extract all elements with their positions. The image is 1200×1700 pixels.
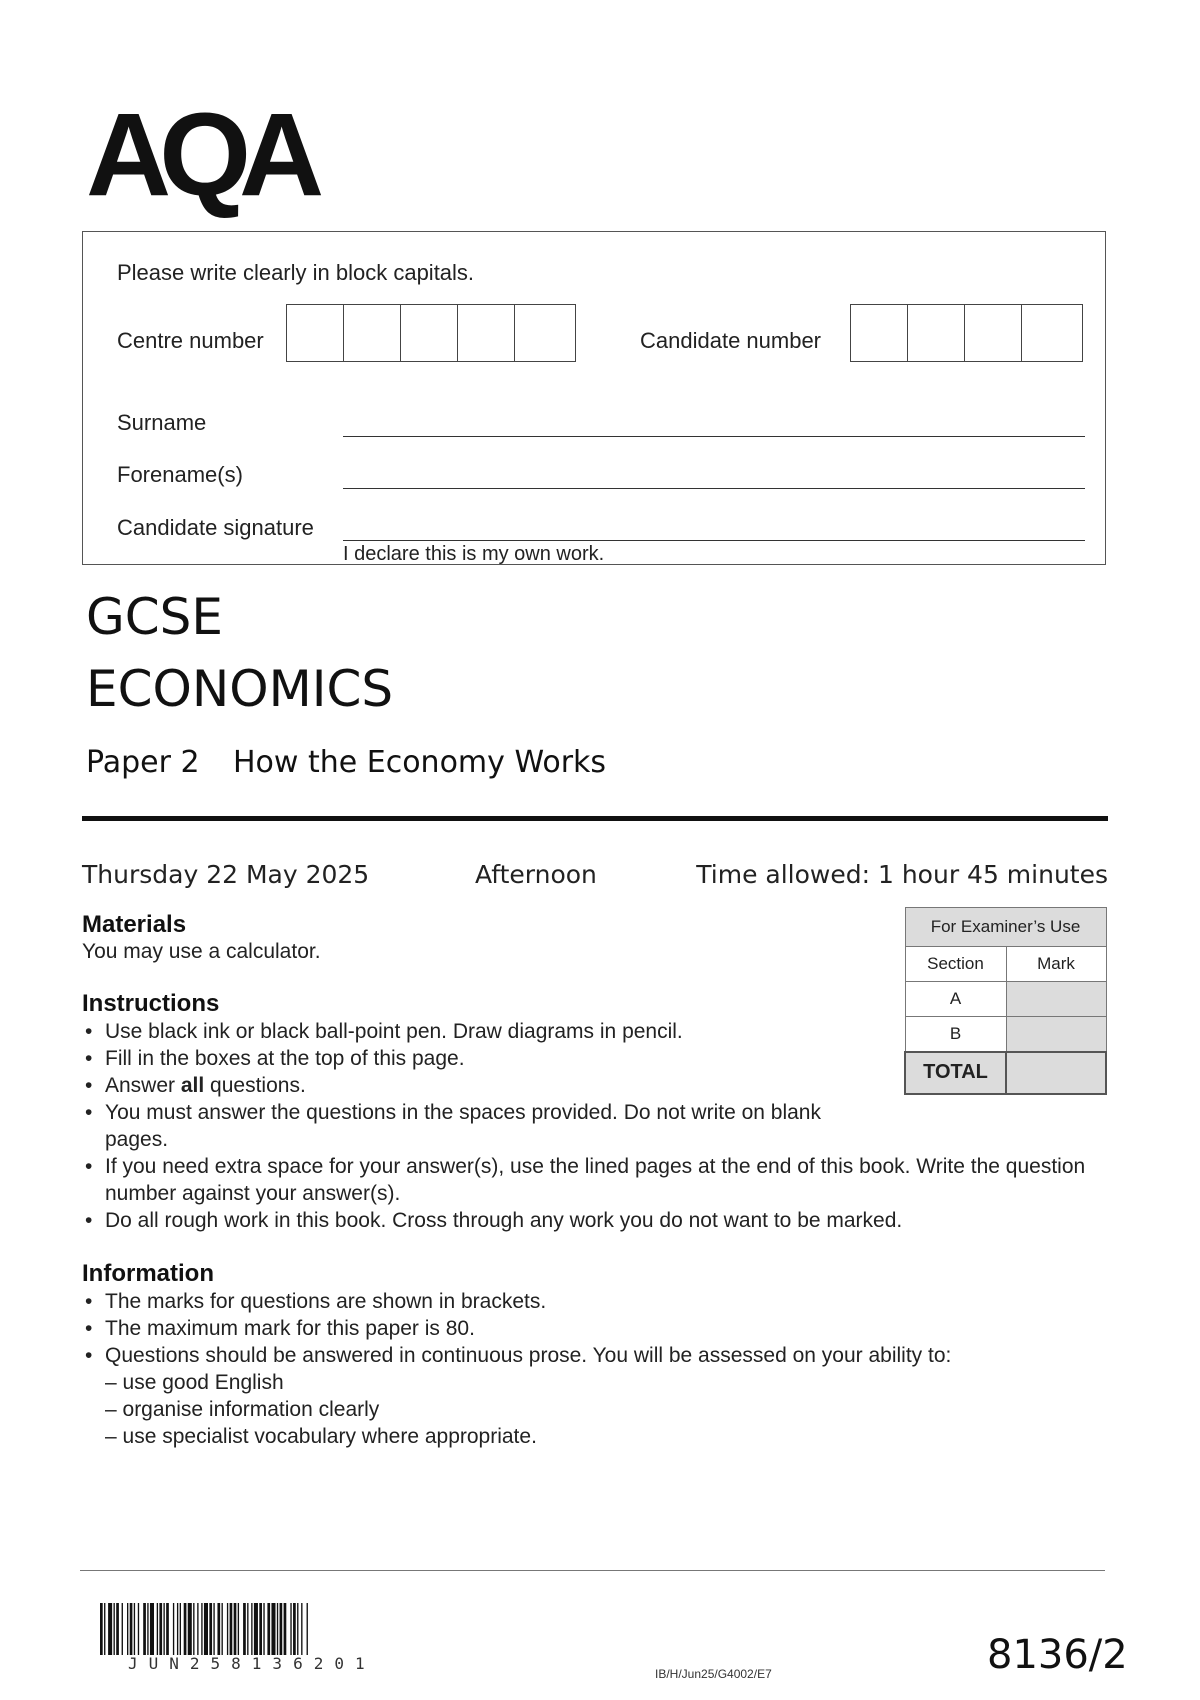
barcode-bar (277, 1603, 278, 1655)
surname-label: Surname (117, 410, 207, 435)
forenames-field[interactable] (343, 488, 1085, 489)
barcode-bar (217, 1603, 220, 1655)
subject-title: ECONOMICS (86, 660, 394, 718)
barcode-bar (234, 1603, 237, 1655)
section-a-label: A (905, 982, 1006, 1017)
section-a-mark-cell (1006, 982, 1106, 1017)
paper-title: How the Economy Works (233, 745, 607, 780)
section-b-label: B (905, 1017, 1006, 1052)
barcode-bar (204, 1603, 208, 1655)
barcode-bar (280, 1603, 283, 1655)
section-column-header: Section (905, 947, 1006, 982)
forenames-label: Forename(s) (117, 462, 243, 487)
barcode-bar (157, 1603, 158, 1655)
mark-column-header: Mark (1006, 947, 1106, 982)
exam-session: Afternoon (475, 860, 597, 889)
barcode-bar (197, 1603, 198, 1655)
instruction-item: • Use black ink or black ball-point pen. Draw diagrams in pencil. (82, 1018, 1092, 1045)
barcode-bar (159, 1603, 162, 1655)
centre-number-digit-box[interactable] (458, 305, 515, 361)
instruction-answer-all: Answer all questions. (105, 1074, 306, 1097)
centre-number-boxes[interactable] (286, 304, 576, 362)
barcode-bar (147, 1603, 148, 1655)
centre-number-label: Centre number (117, 328, 264, 353)
barcode-bar (138, 1603, 139, 1655)
instruction-item: • Fill in the boxes at the top of this page. (82, 1045, 1092, 1072)
barcode-bar (238, 1603, 239, 1655)
centre-number-digit-box[interactable] (344, 305, 401, 361)
barcode-bar (254, 1603, 258, 1655)
surname-field[interactable] (343, 436, 1085, 437)
candidate-number-digit-box[interactable] (965, 305, 1022, 361)
barcode-bar (104, 1603, 105, 1655)
barcode-bar (293, 1603, 296, 1655)
barcode-bar (116, 1603, 119, 1655)
section-b-mark-cell (1006, 1017, 1106, 1052)
barcode-bar (201, 1603, 202, 1655)
centre-number-digit-box[interactable] (401, 305, 458, 361)
information-item: • Questions should be answered in continuous prose. You will be assessed on your ability to: (82, 1342, 1092, 1369)
candidate-number-boxes[interactable] (850, 304, 1083, 362)
candidate-number-label: Candidate number (640, 328, 822, 353)
information-item: • The maximum mark for this paper is 80. (82, 1315, 1092, 1342)
barcode-bar (263, 1603, 264, 1655)
footer-divider (80, 1570, 1105, 1571)
instruction-item: • If you need extra space for your answer(s), use the lined pages at the end of this book. Write the question number against your answer(s). (82, 1153, 1090, 1207)
candidate-number-digit-box[interactable] (1022, 305, 1079, 361)
barcode-image (100, 1603, 484, 1655)
barcode-bar (122, 1603, 123, 1655)
signature-label: Candidate signature (117, 515, 314, 540)
barcode-bar (230, 1603, 233, 1655)
barcode-bar (227, 1603, 228, 1655)
centre-number-digit-box[interactable] (515, 305, 572, 361)
instruction-item: • You must answer the questions in the spaces provided. Do not write on blank pages. (82, 1099, 825, 1153)
barcode-bar (143, 1603, 146, 1655)
examiner-table-title: For Examiner’s Use (905, 908, 1106, 947)
barcode-bar (247, 1603, 248, 1655)
barcode-bar (297, 1603, 298, 1655)
paper-code: 8136/2 (987, 1632, 1128, 1678)
barcode-bar (173, 1603, 174, 1655)
barcode-bar (284, 1603, 287, 1655)
information-item: • The marks for questions are shown in brackets. (82, 1288, 1092, 1315)
candidate-number-digit-box[interactable] (851, 305, 908, 361)
barcode-bar (114, 1603, 115, 1655)
instructions-heading: Instructions (82, 990, 220, 1017)
barcode-text: JUN258136201 (128, 1654, 376, 1673)
signature-field[interactable] (343, 540, 1085, 541)
total-mark-cell (1006, 1052, 1106, 1094)
barcode-bar (163, 1603, 164, 1655)
barcode-bar (259, 1603, 262, 1655)
declaration-text: I declare this is my own work. (343, 543, 605, 565)
barcode-bar (180, 1603, 181, 1655)
paper-number: Paper 2 (86, 745, 200, 780)
exam-date: Thursday 22 May 2025 (82, 860, 370, 889)
barcode-bar (290, 1603, 291, 1655)
barcode-bar (134, 1603, 135, 1655)
materials-text: You may use a calculator. (82, 940, 321, 963)
block-capitals-instruction: Please write clearly in block capitals. (117, 260, 475, 285)
barcode-bar (222, 1603, 223, 1655)
information-list (82, 1288, 1092, 1369)
examiner-use-table (904, 907, 1107, 1095)
barcode-bar (177, 1603, 178, 1655)
qualification-level: GCSE (86, 588, 223, 646)
information-block (82, 1288, 1092, 1450)
barcode-bar (193, 1603, 194, 1655)
barcode-bar (188, 1603, 192, 1655)
barcode-bar (307, 1603, 308, 1655)
barcode-bar (251, 1603, 252, 1655)
barcode-bar (100, 1603, 103, 1655)
barcode-bar (150, 1603, 154, 1655)
barcode-bar (127, 1603, 128, 1655)
paper-reference: IB/H/Jun25/G4002/E7 (655, 1667, 772, 1681)
total-label: TOTAL (905, 1052, 1006, 1094)
title-divider (82, 816, 1108, 821)
materials-heading: Materials (82, 911, 187, 938)
information-sub-item: – use good English (105, 1371, 284, 1394)
barcode-bar (267, 1603, 270, 1655)
barcode-bar (184, 1603, 187, 1655)
time-allowed: Time allowed: 1 hour 45 minutes (696, 860, 1108, 889)
barcode-bar (301, 1603, 302, 1655)
barcode-bar (130, 1603, 133, 1655)
barcode-bar (243, 1603, 246, 1655)
information-sub-item: – organise information clearly (105, 1398, 380, 1421)
barcode-bar (213, 1603, 214, 1655)
barcode-bar (108, 1603, 112, 1655)
barcode-bar (166, 1603, 169, 1655)
barcode-bar (209, 1603, 212, 1655)
centre-number-digit-box[interactable] (287, 305, 344, 361)
information-sub-item: – use specialist vocabulary where appropriate. (105, 1425, 537, 1448)
candidate-number-digit-box[interactable] (908, 305, 965, 361)
instruction-item: • Do all rough work in this book. Cross through any work you do not want to be marked. (82, 1207, 1092, 1234)
information-heading: Information (82, 1260, 214, 1287)
aqa-logo: AQA (86, 89, 313, 221)
barcode-bar (271, 1603, 275, 1655)
